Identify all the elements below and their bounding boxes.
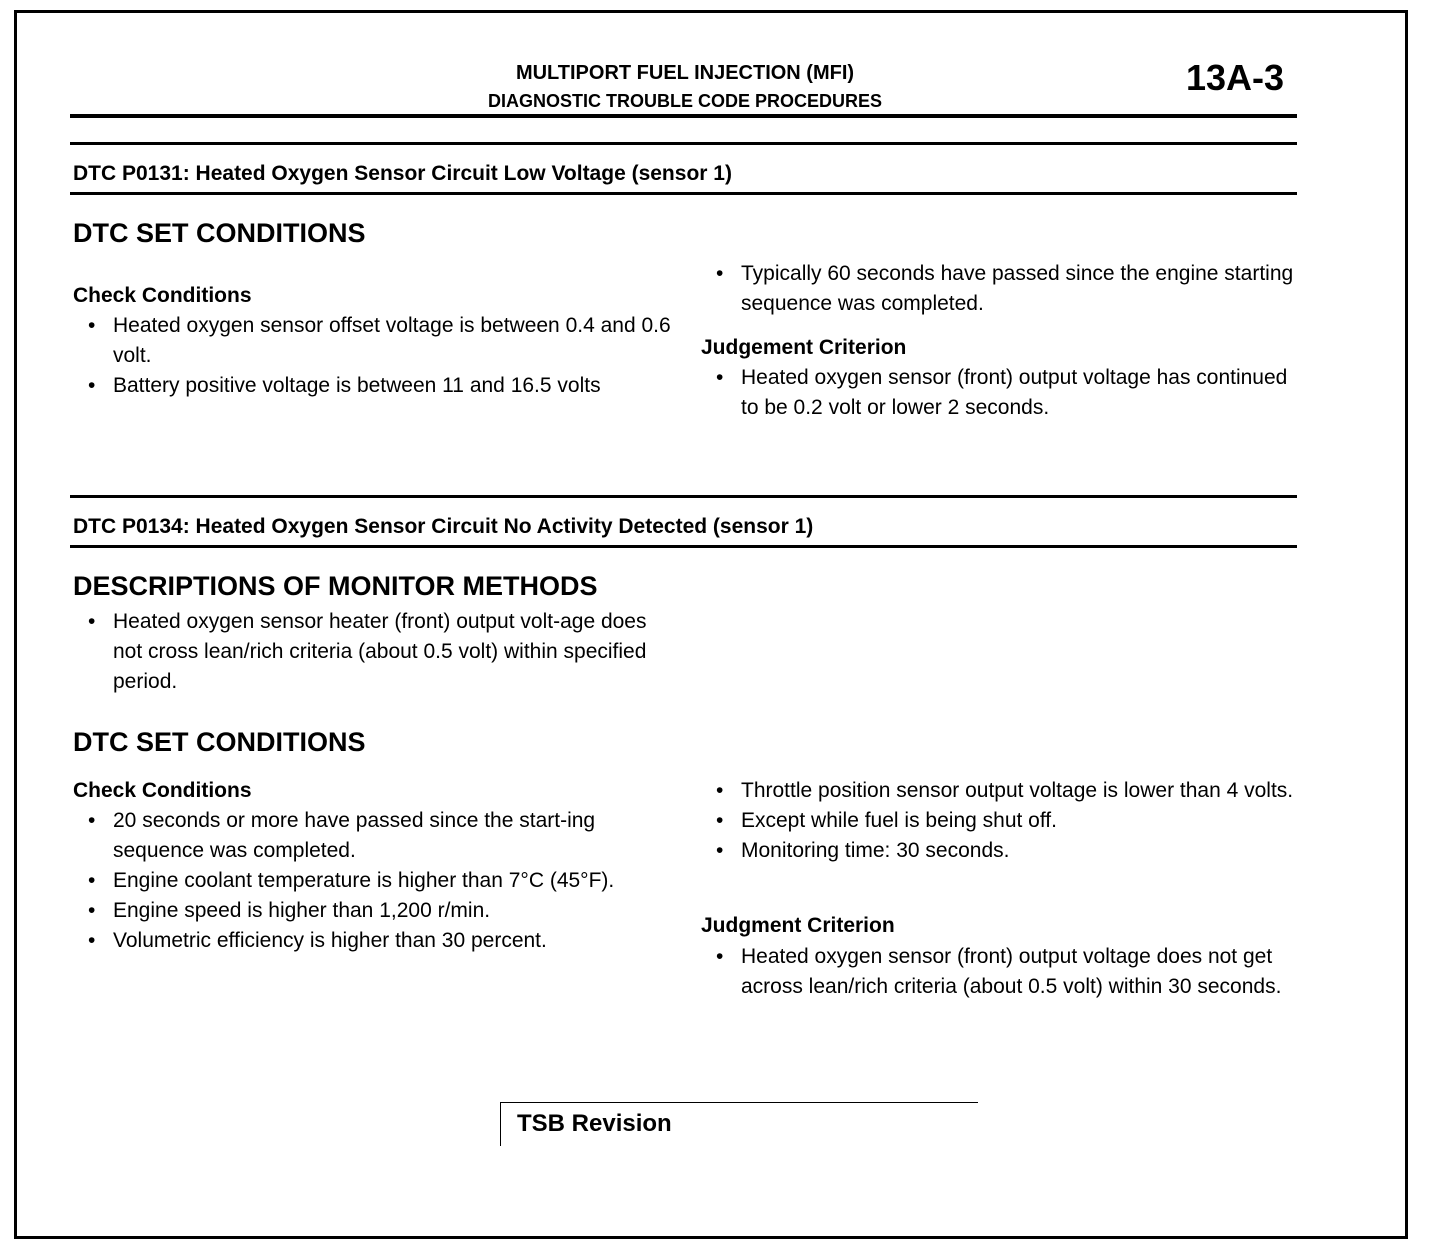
list-item: • Engine coolant temperature is higher than 7°C (45°F).: [73, 866, 673, 896]
list-item: • Battery positive voltage is between 11 and 16.5 volts: [73, 371, 673, 401]
list-item: • Heated oxygen sensor heater (front) output volt-age does not cross lean/rich criteria (about 0.5 volt) within specified period.: [73, 607, 673, 697]
check-conditions-list-right: [701, 259, 1301, 319]
dtc-p0134-title: DTC P0134: Heated Oxygen Sensor Circuit No Activity Detected (sensor 1): [73, 515, 814, 538]
judgment-criterion-list: [701, 942, 1311, 1002]
list-item: • Except while fuel is being shut off.: [701, 806, 1301, 836]
judgement-criterion-list: [701, 363, 1301, 423]
check-conditions-heading: Check Conditions: [73, 284, 252, 307]
check-conditions-list-left: [73, 311, 673, 401]
check-conditions-list-left: [73, 806, 673, 956]
list-item: • 20 seconds or more have passed since the start-ing sequence was completed.: [73, 806, 673, 866]
list-item: • Engine speed is higher than 1,200 r/min.: [73, 896, 673, 926]
list-item: • Throttle position sensor output voltage is lower than 4 volts.: [701, 776, 1301, 806]
dtc-set-conditions-heading: DTC SET CONDITIONS: [73, 727, 366, 757]
monitor-methods-list: [73, 607, 673, 697]
list-item: • Heated oxygen sensor offset voltage is between 0.4 and 0.6 volt.: [73, 311, 673, 371]
check-conditions-list-right: [701, 776, 1301, 866]
header-subtitle: DIAGNOSTIC TROUBLE CODE PROCEDURES: [487, 91, 883, 111]
section-rule: [70, 545, 1297, 548]
dtc-set-conditions-heading: DTC SET CONDITIONS: [73, 218, 366, 248]
monitor-methods-heading: DESCRIPTIONS OF MONITOR METHODS: [73, 571, 598, 601]
list-item: • Heated oxygen sensor (front) output voltage does not get across lean/rich criteria (about 0.5 volt) within 30 seconds.: [701, 942, 1311, 1002]
page-number: 13A-3: [1186, 57, 1285, 98]
list-item: • Volumetric efficiency is higher than 30 percent.: [73, 926, 673, 956]
check-conditions-heading: Check Conditions: [73, 779, 252, 802]
tsb-revision-label: TSB Revision: [517, 1110, 672, 1137]
judgement-criterion-heading: Judgement Criterion: [701, 336, 907, 359]
header-rule: [70, 114, 1297, 118]
list-item: • Monitoring time: 30 seconds.: [701, 836, 1301, 866]
section-rule: [70, 192, 1297, 195]
section-rule: [70, 142, 1297, 145]
dtc-p0131-title: DTC P0131: Heated Oxygen Sensor Circuit Low Voltage (sensor 1): [73, 162, 732, 185]
list-item: • Heated oxygen sensor (front) output voltage has continued to be 0.2 volt or lower 2 seconds.: [701, 363, 1301, 423]
section-rule: [70, 495, 1297, 498]
list-item: • Typically 60 seconds have passed since the engine starting sequence was completed.: [701, 259, 1301, 319]
judgment-criterion-heading: Judgment Criterion: [701, 914, 895, 937]
tsb-revision-box: [500, 1102, 978, 1146]
header-title: MULTIPORT FUEL INJECTION (MFI): [515, 62, 855, 84]
